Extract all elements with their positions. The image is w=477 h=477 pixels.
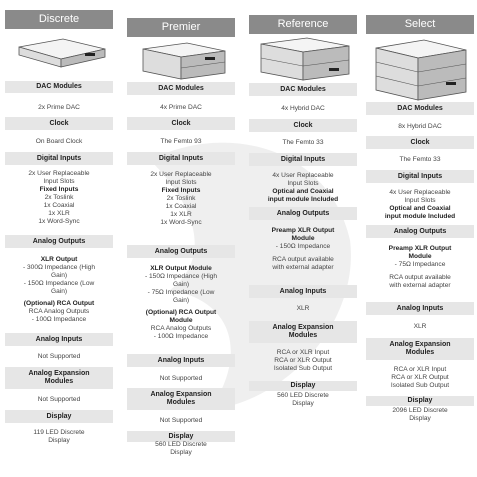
section-text: 119 LED Discrete Display	[33, 429, 85, 444]
section-text: RCA or XLR Input RCA or XLR Output Isolated Sub Output	[273, 349, 333, 372]
section-heading: DAC Modules	[5, 81, 113, 93]
section-heading: Analog Inputs	[127, 354, 235, 367]
section-text: XLR	[413, 323, 427, 330]
section-text: Preamp XLR Output Module - 150Ω Impedance RCA output available with external adapter	[271, 227, 335, 271]
section-text: Not Supported	[37, 353, 81, 360]
section-heading: Display	[5, 410, 113, 423]
section-heading: Analog Outputs	[127, 245, 235, 258]
section-text: Not Supported	[37, 396, 81, 403]
section-heading: Analog Expansion Modules	[127, 388, 235, 410]
section-heading: Clock	[249, 119, 357, 132]
section-heading: Analog Inputs	[5, 333, 113, 346]
section-text: 2x User Replaceable Input Slots Fixed Inputs 2x Toslink 1x Coaxial 1x XLR 1x Word-Sync	[28, 170, 90, 225]
column-reference	[249, 15, 357, 407]
section-heading: Analog Inputs	[366, 302, 474, 315]
section-heading: DAC Modules	[249, 83, 357, 96]
section-text: XLR Output Module - 150Ω Impedance (High Gain) - 75Ω Impedance (Low Gain) (Optional) RCA Output Module RCA Analog Outputs - 100Ω Impedance	[144, 265, 217, 340]
section-text: XLR Output - 300Ω Impedance (High Gain) - 150Ω Impedance (Low Gain) (Optional) RCA Output RCA Analog Outputs - 100Ω Impedance	[22, 256, 95, 323]
section-heading: Analog Outputs	[5, 235, 113, 248]
section-text: RCA or XLR Input RCA or XLR Output Isolated Sub Output	[390, 366, 450, 389]
section-text: On Board Clock	[35, 138, 83, 145]
section-text: 4x Prime DAC	[160, 104, 202, 111]
section-text: The Femto 33	[282, 139, 324, 146]
section-text: 2096 LED Discrete Display	[392, 407, 448, 422]
column-title: Reference	[249, 15, 357, 34]
section-heading: Analog Expansion Modules	[5, 367, 113, 389]
section-text: Not Supported	[159, 417, 203, 424]
section-text: 2x Prime DAC	[38, 104, 80, 111]
device-image-discrete	[5, 29, 113, 81]
section-text: XLR	[296, 305, 310, 312]
section-heading: Digital Inputs	[5, 152, 113, 165]
section-heading: Analog Expansion Modules	[249, 321, 357, 343]
section-text: The Femto 93	[160, 138, 202, 145]
section-heading: DAC Modules	[366, 102, 474, 115]
section-text: The Femto 33	[399, 156, 441, 163]
section-heading: Digital Inputs	[249, 153, 357, 166]
section-heading: Analog Outputs	[366, 225, 474, 238]
column-title: Discrete	[5, 10, 113, 29]
section-heading: Analog Inputs	[249, 285, 357, 298]
section-heading: Analog Expansion Modules	[366, 338, 474, 360]
section-heading: Digital Inputs	[127, 152, 235, 165]
column-discrete	[5, 10, 113, 444]
section-text: 8x Hybrid DAC	[398, 123, 442, 130]
column-title: Premier	[127, 18, 235, 37]
section-heading: Clock	[127, 117, 235, 130]
section-heading: Display	[127, 431, 235, 442]
device-image-reference	[249, 34, 357, 86]
column-select	[366, 15, 474, 422]
section-heading: Clock	[366, 136, 474, 149]
section-text: 2x User Replaceable Input Slots Fixed Inputs 2x Toslink 1x Coaxial 1x XLR 1x Word-Sync	[150, 171, 212, 226]
section-text: 560 LED Discrete Display	[155, 441, 207, 456]
column-premier	[127, 18, 235, 456]
section-text: 4x Hybrid DAC	[281, 105, 325, 112]
section-heading: DAC Modules	[127, 82, 235, 95]
section-text: 560 LED Discrete Display	[277, 392, 329, 407]
section-heading: Digital Inputs	[366, 170, 474, 183]
section-heading: Clock	[5, 117, 113, 130]
section-text: 4x User Replaceable Input Slots Optical and Coaxial input module Included	[267, 172, 339, 203]
section-text: 4x User Replaceable Input Slots Optical and Coaxial input module Included	[384, 189, 456, 220]
section-heading: Display	[366, 396, 474, 406]
column-title: Select	[366, 15, 474, 34]
device-image-select	[366, 34, 474, 108]
section-text: Preamp XLR Output Module - 75Ω Impedance RCA output available with external adapter	[388, 245, 452, 289]
section-heading: Display	[249, 381, 357, 391]
section-heading: Analog Outputs	[249, 207, 357, 220]
section-text: Not Supported	[159, 375, 203, 382]
